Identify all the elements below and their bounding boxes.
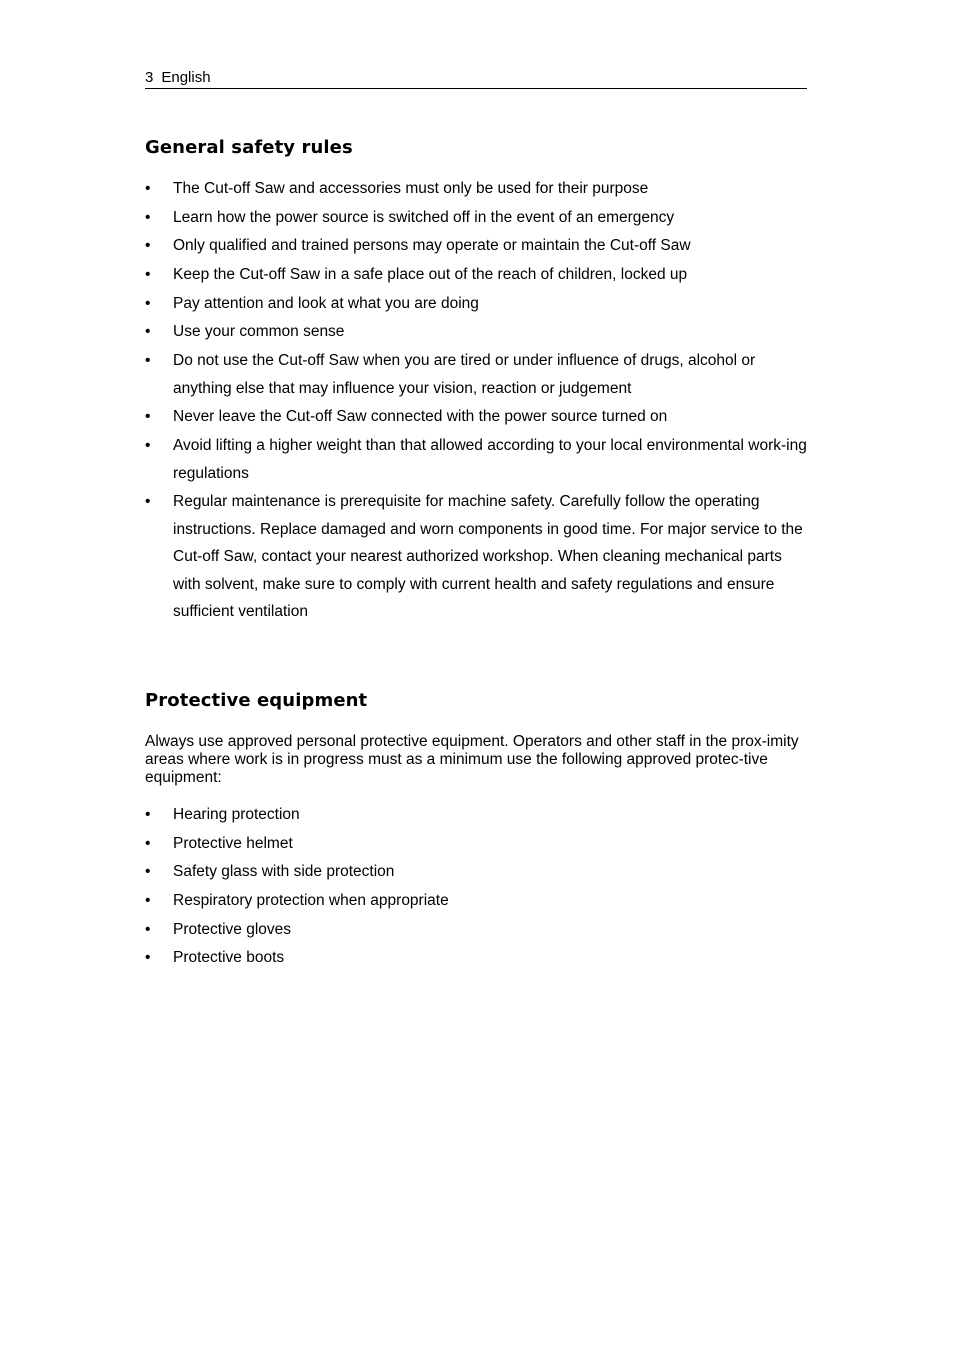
list-item: • Learn how the power source is switched off in the event of an emergency [145,204,807,232]
page-language: English [161,69,211,86]
bullet: • [145,208,151,226]
bullet: • [145,180,151,197]
bullet: • [145,949,151,967]
page-header [145,70,807,89]
bullet: • [145,493,151,511]
list-item: • Use your common sense [145,318,807,346]
list-item: • Pay attention and look at what you are doing [145,290,807,318]
bullet: • [145,806,151,823]
bullet: • [145,294,151,312]
list-item: • Protective gloves [145,916,807,944]
list-item: • Protective helmet [145,830,807,858]
list-item: • Respiratory protection when appropriate [145,887,807,915]
list-item: • Regular maintenance is prerequisite for machine safety. Carefully follow the operating instructions. Replace damaged and worn components in good time. For major service to the Cut-off Saw, contact your nearest authorized workshop. When cleaning mechanical parts with solvent, make sure to comply with current health and safety regulations and ensure sufficient ventilation [145,488,807,626]
bullet: • [145,408,151,426]
bullet: • [145,920,151,938]
bullet: • [145,237,151,255]
list-item: • Only qualified and trained persons may operate or maintain the Cut-off Saw [145,232,807,260]
bullet: • [145,266,151,284]
list-item: • Protective boots [145,944,807,972]
general-safety-rules-list [145,175,807,627]
protective-equipment-intro: Always use approved personal protective equipment. Operators and other staff in the prox-imity areas where work is in progress must as a minimum use the following approved protec-tive equipment: [145,733,799,786]
bullet: • [145,437,151,454]
protective-equipment-heading: Protective equipment [145,690,368,711]
bullet: • [145,323,151,341]
list-item: • Keep the Cut-off Saw in a safe place out of the reach of children, locked up [145,261,807,289]
bullet: • [145,863,151,881]
list-item: • Avoid lifting a higher weight than that allowed according to your local environmental work-ing regulations [145,432,807,487]
bullet: • [145,352,151,370]
list-item: • Do not use the Cut-off Saw when you are tired or under influence of drugs, alcohol or anything else that may influence your vision, reaction or judgement [145,347,807,402]
page-number: 3 [145,69,154,86]
list-item: • Safety glass with side protection [145,858,807,886]
list-item: • The Cut-off Saw and accessories must only be used for their purpose [145,175,807,203]
bullet: • [145,892,151,910]
bullet: • [145,834,151,852]
general-safety-rules-heading: General safety rules [145,137,353,158]
list-item: • Never leave the Cut-off Saw connected with the power source turned on [145,403,807,431]
list-item: • Hearing protection [145,801,807,829]
protective-equipment-list [145,801,807,973]
